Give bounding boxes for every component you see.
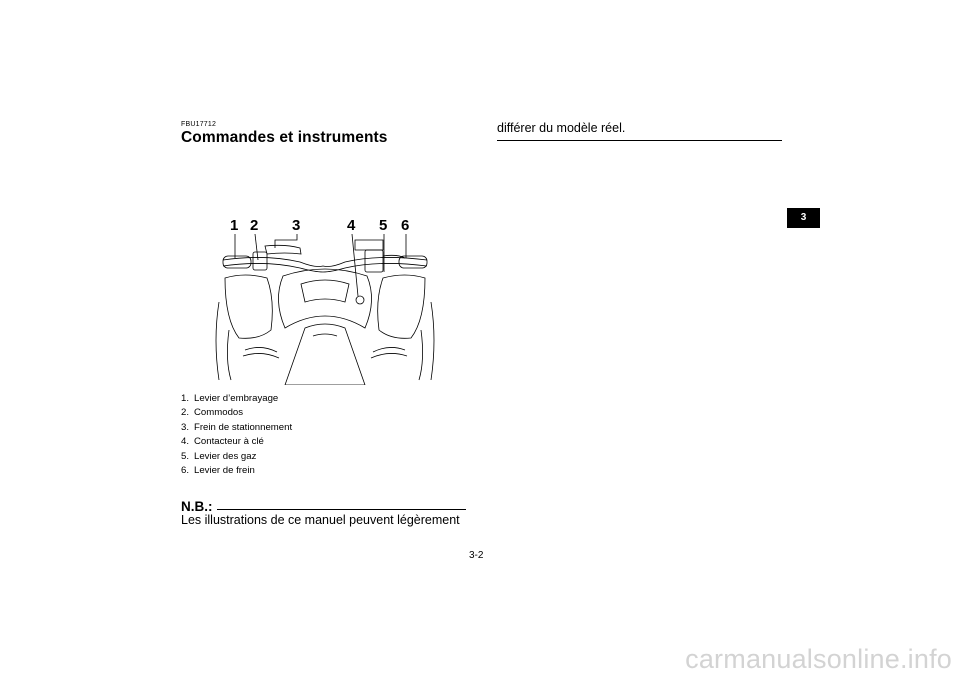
caption-item: 1. Levier d’embrayage (181, 393, 279, 404)
note-continuation: différer du modèle réel. (497, 121, 626, 135)
chapter-tab: 3 (787, 208, 820, 228)
caption-item: 4. Contacteur à clé (181, 436, 264, 448)
caption-item: 6. Levier de frein (181, 465, 255, 477)
caption-item: 3. Frein de stationnement (181, 421, 293, 433)
note-label: N.B.: (181, 499, 213, 514)
figure-caption-list (181, 392, 292, 478)
callout-2: 2 (250, 217, 259, 234)
note-text: Les illustrations de ce manuel peuvent légèrement (181, 513, 460, 527)
callout-3: 3 (292, 217, 301, 234)
caption-item: 5. Levier des gaz (181, 450, 257, 462)
section-title: Commandes et instruments (181, 129, 388, 146)
caption-item: 2. Commodos (181, 407, 244, 419)
callout-1: 1 (230, 217, 239, 234)
atv-controls-illustration (205, 210, 445, 385)
callout-4: 4 (347, 217, 356, 234)
watermark: carmanualsonline.info (685, 644, 952, 674)
callout-6: 6 (401, 217, 410, 234)
callout-5: 5 (379, 217, 388, 234)
page-number: 3-2 (469, 550, 484, 561)
note-rule (217, 509, 466, 510)
document-code: FBU17712 (181, 121, 217, 128)
note-end-rule (497, 140, 782, 141)
